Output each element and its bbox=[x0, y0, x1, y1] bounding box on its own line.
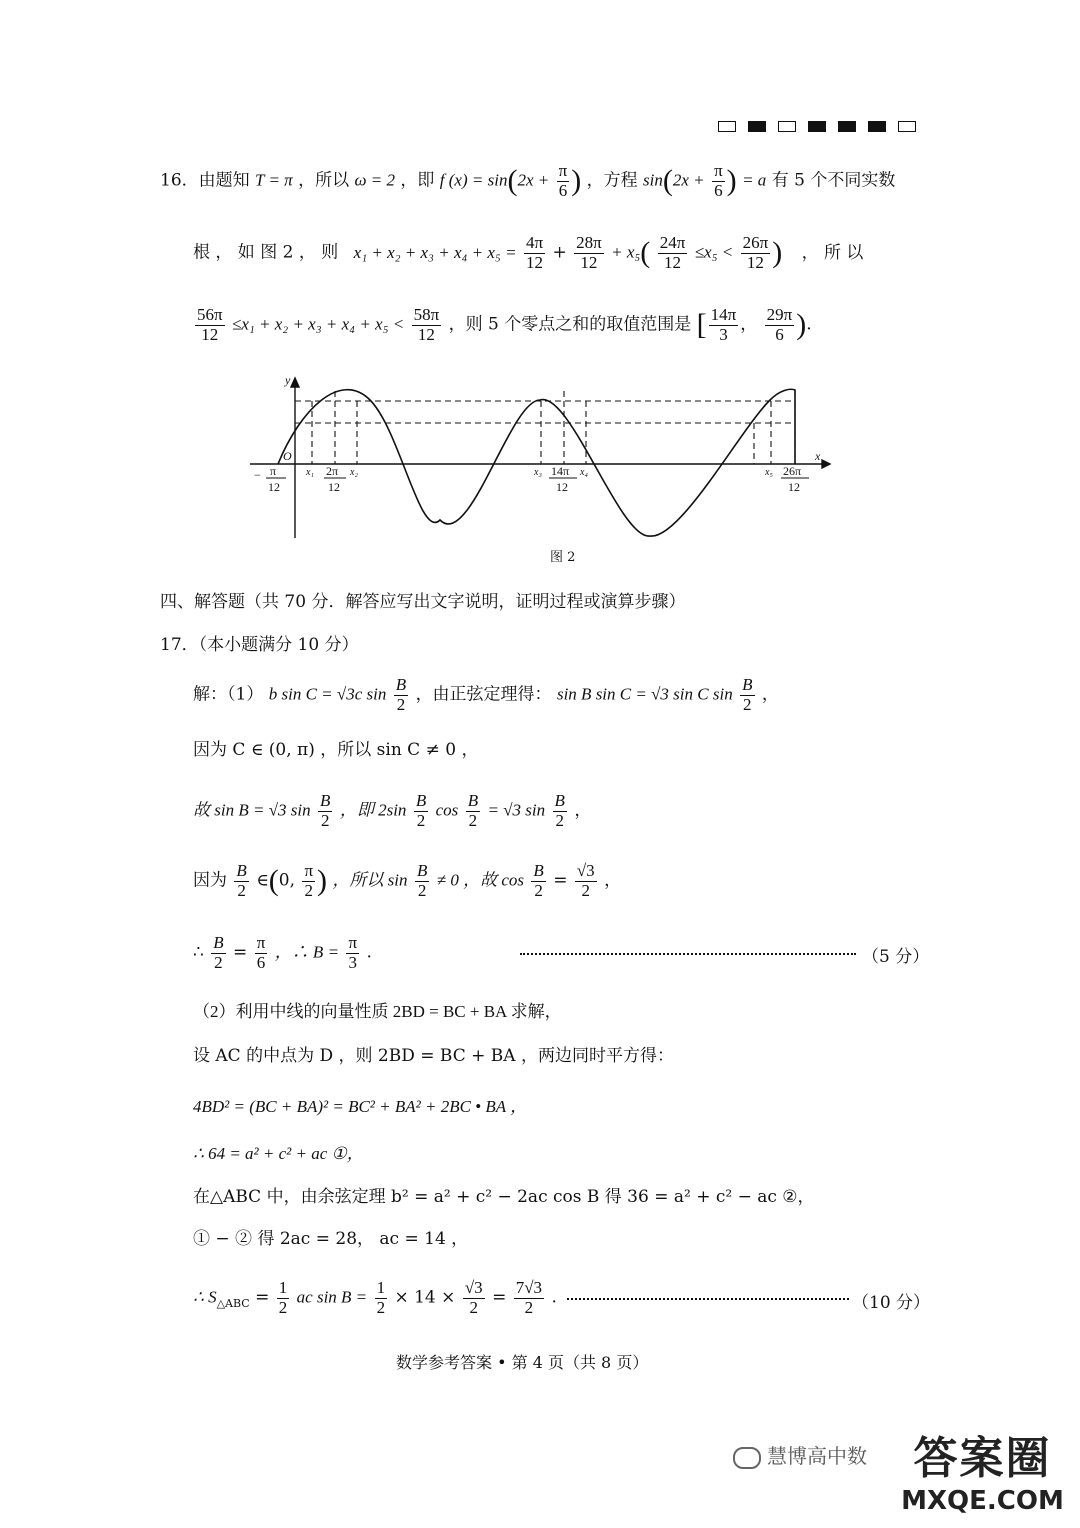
text: ，由正弦定理得： bbox=[415, 684, 552, 705]
q17-p7: ① − ② 得 2ac = 28， ac = 14 ， bbox=[193, 1229, 469, 1249]
x2-label: x₂ bbox=[350, 467, 358, 478]
text: ，所以 bbox=[298, 170, 350, 191]
fraction: $\frac{B}{2}$ bbox=[742, 675, 753, 714]
plus: + bbox=[552, 242, 567, 263]
ineq: ≤x₅ < bbox=[694, 242, 734, 262]
fraction: $\frac{7√3}{2}$ bbox=[515, 1278, 543, 1317]
text: ，方程 bbox=[586, 170, 638, 191]
fraction: $\frac{√3}{2}$ bbox=[464, 1278, 483, 1317]
period-eq: T = π bbox=[255, 170, 293, 190]
fraction: $\frac{\pi}{2}$ bbox=[304, 861, 314, 900]
page-progress-boxes bbox=[718, 121, 916, 132]
q17-p8: ∴ $S_{\triangle ABC}$ = $\frac{1}{2}$ ac sin B = $\frac{1}{2}$ × 14 × $\frac{√3}{2}$ = $\frac{7√3}{2}$ . bbox=[193, 1278, 557, 1317]
expr: cos bbox=[435, 800, 459, 820]
x5-label: x₅ bbox=[765, 467, 773, 478]
text: ，所以 sin bbox=[332, 870, 408, 890]
text: ≠ 0 ，故 cos bbox=[436, 870, 524, 890]
origin-label: O bbox=[283, 449, 292, 463]
expr: b sin C = √3c sin bbox=[268, 684, 387, 704]
fraction: $\frac{B}{2}$ bbox=[416, 861, 428, 900]
text: 解：（1） bbox=[193, 684, 264, 705]
fraction: $\frac{B}{2}$ bbox=[467, 791, 479, 830]
fraction: $\frac{\pi}{3}$ bbox=[348, 933, 358, 972]
tick-12: 12 bbox=[328, 480, 340, 494]
tick-minus: − bbox=[254, 468, 261, 482]
fraction: $\frac{24\pi}{12}$ bbox=[659, 233, 686, 272]
omega-eq: ω = 2 bbox=[354, 170, 395, 190]
brand-top: 答案圈 bbox=[913, 1433, 1052, 1484]
tick-12: 12 bbox=[556, 480, 568, 494]
x3-label: x₃ bbox=[534, 467, 542, 478]
tick-12: 12 bbox=[268, 480, 280, 494]
text: 有 5 个不同实数 bbox=[771, 170, 896, 191]
score-leader bbox=[520, 953, 856, 955]
dashed-guides bbox=[295, 391, 795, 464]
sin: sin bbox=[643, 170, 663, 190]
score-5: （5 分） bbox=[862, 947, 930, 967]
fraction: $\frac{58\pi}{12}$ bbox=[413, 305, 440, 344]
q17-step-3: 故 sin B = √3 sin $\frac{B}{2}$ ，即 2sin $\frac{B}{2}$ cos $\frac{B}{2}$ = √3 sin $\frac{B}{2}$ ， bbox=[193, 791, 592, 830]
text: ，即 bbox=[400, 170, 435, 191]
fraction: $\frac{26\pi}{12}$ bbox=[742, 233, 769, 272]
y-label: y bbox=[285, 373, 291, 387]
expr: = √3 sin bbox=[487, 800, 546, 820]
fraction: $\frac{B}{2}$ bbox=[395, 675, 407, 714]
sum-ineq: ≤x₁ + x₂ + x₃ + x₄ + x₅ < bbox=[232, 314, 405, 334]
expr: ，即 2sin bbox=[339, 800, 407, 820]
text: 根 ， 如 图 2 ， 则 bbox=[193, 242, 339, 263]
fraction: $\frac{B}{2}$ bbox=[236, 861, 247, 900]
q16-line-3: $\frac{56\pi}{12}$ ≤x₁ + x₂ + x₃ + x₄ + x₅ < $\frac{58\pi}{12}$ ，则 5 个零点之和的取值范围是 [ $\frac{14\pi}{3}$ ， $\frac{29\pi}{6}$ ). bbox=[197, 305, 812, 344]
progress-box bbox=[778, 121, 796, 132]
wechat-icon bbox=[733, 1447, 761, 1469]
q16-lead: 16．由题知 bbox=[160, 170, 250, 191]
fraction: $\frac{\pi}{6}$ bbox=[256, 933, 266, 972]
fraction: $\frac{B}{2}$ bbox=[554, 791, 565, 830]
text: ，则 5 个零点之和的取值范围是 bbox=[448, 314, 692, 335]
fraction: $\frac{14\pi}{3}$ bbox=[710, 305, 737, 344]
tick-14pi: 14π bbox=[551, 464, 570, 478]
sine-curve bbox=[278, 389, 795, 536]
sum-expr: x₁ + x₂ + x₃ + x₄ + x₅ = bbox=[353, 242, 517, 262]
q17-p3: 设 AC 的中点为 D ，则 2BD = BC + BA ，两边同时平方得： bbox=[193, 1046, 674, 1066]
progress-box bbox=[868, 121, 886, 132]
fraction: $\frac{4\pi}{12}$ bbox=[525, 233, 544, 272]
eq-a: = a bbox=[742, 170, 767, 190]
fraction: $\frac{B}{2}$ bbox=[320, 791, 331, 830]
q17-title: 17．（本小题满分 10 分） bbox=[160, 635, 359, 655]
tick-26pi: 26π bbox=[783, 464, 802, 478]
q17-step-1: 解：（1） b sin C = √3c sin $\frac{B}{2}$ ，由正弦定理得： sin B sin C = √3 sin C sin $\frac{B}{2}$ ， bbox=[193, 675, 779, 714]
expr: sin B sin C = √3 sin C sin bbox=[556, 684, 733, 704]
q17-step-4: 因为 $\frac{B}{2}$ ∈(0, $\frac{\pi}{2}$ ) ，所以 sin $\frac{B}{2}$ ≠ 0 ，故 cos $\frac{B}{2}$ = $\frac{√3}{2}$ ， bbox=[193, 861, 622, 900]
q17-p4: 4BD² = (BC + BA)² = BC² + BA² + 2BC • BA ， bbox=[193, 1097, 528, 1116]
expr: ac sin B = bbox=[296, 1287, 368, 1307]
q17-step-5: ∴ $\frac{B}{2}$ = $\frac{\pi}{6}$ ，∴ B = $\frac{\pi}{3}$ . bbox=[193, 933, 372, 972]
x-label: x bbox=[815, 449, 821, 463]
watermark-account: 慧博高中数 bbox=[733, 1440, 867, 1469]
x1-label: x₁ bbox=[306, 467, 314, 478]
progress-box bbox=[838, 121, 856, 132]
brand-bottom: MXQE.COM bbox=[901, 1486, 1064, 1516]
fraction: $\frac{\pi}{6}$ bbox=[714, 161, 723, 200]
expr: ∴ S bbox=[193, 1287, 217, 1307]
fraction: $\frac{29\pi}{6}$ bbox=[766, 305, 793, 344]
progress-box bbox=[748, 121, 766, 132]
text: 因为 bbox=[193, 870, 227, 891]
x-axis-arrow bbox=[822, 460, 830, 468]
fraction: $\frac{B}{2}$ bbox=[213, 933, 224, 972]
fraction: $\frac{B}{2}$ bbox=[415, 791, 427, 830]
progress-box bbox=[718, 121, 736, 132]
y-axis-arrow bbox=[291, 378, 299, 387]
fraction: $\frac{28\pi}{12}$ bbox=[576, 233, 602, 272]
text: ， 所 以 bbox=[801, 242, 864, 263]
progress-box bbox=[898, 121, 916, 132]
x4-label: x₄ bbox=[580, 467, 588, 478]
tick-2pi: 2π bbox=[326, 464, 339, 478]
score-leader bbox=[567, 1298, 849, 1300]
progress-box bbox=[808, 121, 826, 132]
inner-expr: 2x + bbox=[517, 170, 550, 190]
fraction: $\frac{1}{2}$ bbox=[376, 1278, 386, 1317]
figure-caption: 图 2 bbox=[550, 550, 576, 565]
q17-p6: 在△ABC 中，由余弦定理 b² = a² + c² − 2ac cos B 得 36 = a² + c² − ac ②， bbox=[193, 1187, 815, 1207]
function-def: f (x) = sin bbox=[439, 170, 508, 190]
fraction: $\frac{1}{2}$ bbox=[278, 1278, 288, 1317]
q17-p5: ∴ 64 = a² + c² + ac ①， bbox=[193, 1144, 364, 1163]
tick-pi: π bbox=[270, 464, 277, 478]
expr: ，∴ B = bbox=[274, 942, 340, 962]
fraction: $\frac{56\pi}{12}$ bbox=[197, 305, 223, 344]
tick-12: 12 bbox=[788, 480, 800, 494]
fraction: $\frac{√3}{2}$ bbox=[576, 861, 595, 900]
page-footer: 数学参考答案 • 第 4 页（共 8 页） bbox=[396, 1353, 649, 1372]
score-10: （10 分） bbox=[852, 1293, 931, 1313]
fraction: $\frac{B}{2}$ bbox=[533, 861, 544, 900]
watermark-logo bbox=[895, 1422, 1070, 1522]
q16-line-2: 根 ， 如 图 2 ， 则 x₁ + x₂ + x₃ + x₄ + x₅ = $\frac{4\pi}{12}$ + $\frac{28\pi}{12}$ + x₅( $\frac{24\pi}{12}$ ≤x₅ < $\frac{26\pi}{12}$ ) ， 所 以 bbox=[193, 233, 864, 272]
q17-part2: （2）利用中线的向量性质 2BD = BC + BA 求解， bbox=[193, 1002, 562, 1021]
fraction: $\frac{\pi}{6}$ bbox=[558, 161, 568, 200]
plus-x5: + x₅ bbox=[611, 242, 641, 262]
expr: 故 sin B = √3 sin bbox=[193, 800, 311, 820]
sine-figure bbox=[240, 370, 840, 550]
inner-expr: 2x + bbox=[672, 170, 705, 190]
q17-step-2: 因为 C ∈ (0, π) ，所以 sin C ≠ 0 ， bbox=[193, 740, 479, 760]
q16-line-1: 16．由题知 T = π ，所以 ω = 2 ，即 f (x) = sin(2x + $\frac{\pi}{6}$ ) ，方程 sin(2x + $\frac{\pi}{6}$ ) = a 有 5 个不同实数 bbox=[160, 161, 896, 200]
section-heading: 四、解答题（共 70 分．解答应写出文字说明，证明过程或演算步骤） bbox=[160, 592, 686, 612]
